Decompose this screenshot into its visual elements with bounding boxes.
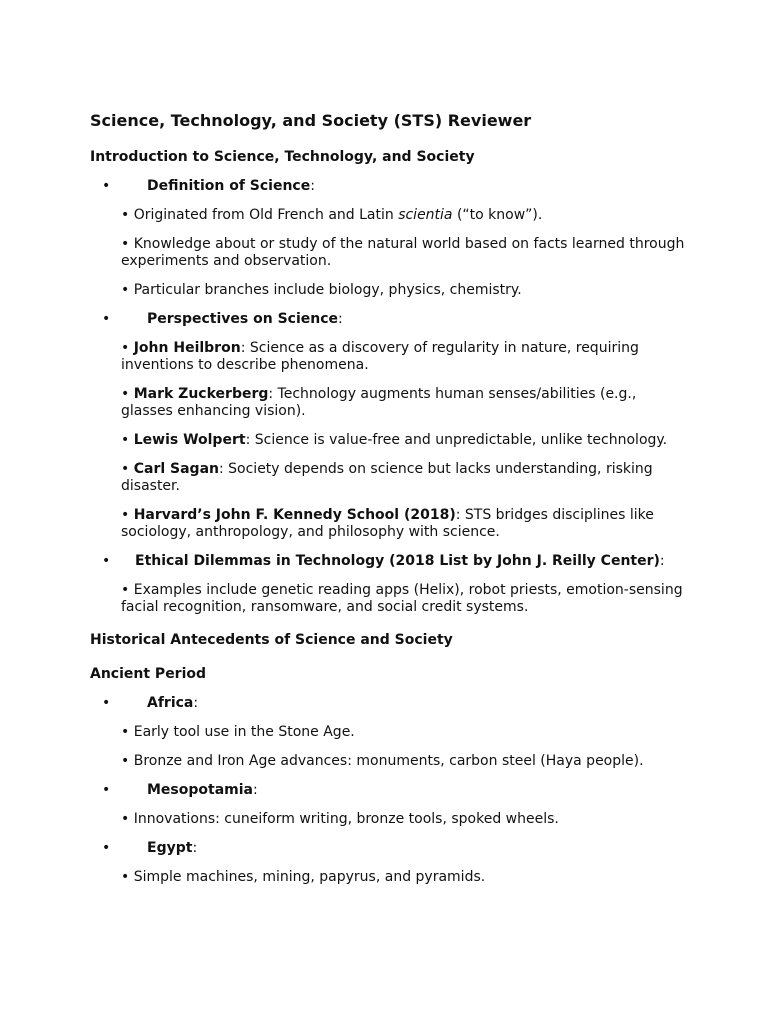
sub-bullet-dot: •	[121, 282, 134, 298]
sub-bullet-dot: •	[121, 236, 134, 252]
sub-bullet-dot: •	[121, 753, 134, 769]
list-item-text: : Technology augments human senses/abilities (e.g., glasses enhancing vision).	[121, 386, 637, 419]
person-name: Harvard’s John F. Kennedy School (2018)	[133, 507, 456, 523]
list-item-text: : Science is value-free and unpredictable, unlike technology.	[245, 432, 668, 448]
list-item	[121, 432, 690, 449]
list-item	[121, 753, 690, 770]
bullet-dot: •	[102, 178, 111, 194]
bullet-label: Egypt	[147, 840, 193, 856]
list-item-text: : Science as a discovery of regularity in nature, requiring inventions to describe phenomena.	[121, 340, 639, 373]
person-name: John Heilbron	[133, 340, 241, 356]
list-item	[121, 869, 690, 886]
bullet-suffix: :	[253, 782, 258, 798]
sub-bullet-dot: •	[121, 724, 134, 740]
list-item-text: : STS bridges disciplines like sociology, anthropology, and philosophy with science.	[121, 507, 654, 540]
bullet-egypt	[102, 840, 690, 857]
bullet-suffix: :	[659, 553, 665, 569]
document-title: Science, Technology, and Society (STS) Reviewer	[90, 111, 532, 130]
list-item	[121, 811, 690, 828]
ancient-period-heading: Ancient Period	[90, 666, 207, 682]
sub-bullet-dot: •	[121, 507, 134, 523]
bullet-suffix: :	[338, 311, 343, 327]
list-item	[121, 461, 690, 495]
bullet-africa	[102, 695, 690, 712]
bullet-suffix: :	[310, 178, 315, 194]
list-item-text: Innovations: cuneiform writing, bronze tools, spoked wheels.	[133, 811, 559, 827]
person-name: Mark Zuckerberg	[133, 386, 269, 402]
intro-heading: Introduction to Science, Technology, and Society	[90, 149, 475, 165]
bullet-ethical-dilemmas: • Ethical Dilemmas in Technology (2018 List by John J. Reilly Center):	[102, 553, 665, 569]
list-item	[121, 282, 690, 299]
list-item-text: (“to know”).	[452, 207, 543, 223]
list-item	[121, 236, 690, 270]
document-page	[90, 111, 690, 898]
list-item-text: Particular branches include biology, physics, chemistry.	[133, 282, 522, 298]
bullet-suffix: :	[192, 840, 198, 856]
list-item-text: Simple machines, mining, papyrus, and pyramids.	[133, 869, 486, 885]
historical-heading: Historical Antecedents of Science and Society	[90, 632, 453, 648]
list-item-text: : Society depends on science but lacks understanding, risking disaster.	[121, 461, 653, 494]
bullet-dot: •	[102, 782, 111, 798]
bullet-label: Mesopotamia	[147, 782, 253, 798]
bullet-dot: •	[102, 311, 111, 327]
list-item	[121, 340, 690, 374]
sub-bullet-dot: •	[121, 811, 134, 827]
sub-bullet-dot: •	[121, 582, 134, 598]
bullet-label: Ethical Dilemmas in Technology (2018 List by John J. Reilly Center)	[135, 553, 660, 569]
person-name: Lewis Wolpert	[133, 432, 246, 448]
list-item-text: Early tool use in the Stone Age.	[133, 724, 355, 740]
bullet-label: Africa	[147, 695, 194, 711]
list-item-italic: scientia	[398, 207, 453, 223]
list-item	[121, 507, 690, 541]
sub-bullet-dot: •	[121, 869, 134, 885]
person-name: Carl Sagan	[133, 461, 219, 477]
bullet-definition-of-science	[102, 178, 690, 195]
sub-bullet-dot: •	[121, 207, 134, 223]
list-item-text: Bronze and Iron Age advances: monuments, carbon steel (Haya people).	[133, 753, 644, 769]
list-item-text: Examples include genetic reading apps (Helix), robot priests, emotion-sensing facial recognition, ransomware, and social credit systems.	[121, 582, 683, 615]
list-item	[121, 386, 690, 420]
bullet-dot: •	[102, 695, 111, 711]
bullet-dot: •	[102, 840, 111, 856]
sub-bullet-dot: •	[121, 386, 134, 402]
bullet-perspectives-on-science	[102, 311, 690, 328]
list-item-text: Knowledge about or study of the natural world based on facts learned through experiments and observation.	[121, 236, 685, 269]
bullet-suffix: :	[193, 695, 199, 711]
sub-bullet-dot: •	[121, 340, 134, 356]
bullet-mesopotamia	[102, 782, 690, 799]
list-item	[121, 582, 690, 616]
sub-bullet-dot: •	[121, 432, 134, 448]
sub-bullet-dot: •	[121, 461, 134, 477]
bullet-label: Definition of Science	[147, 178, 311, 194]
list-item	[121, 207, 690, 224]
bullet-label: Perspectives on Science	[147, 311, 339, 327]
list-item-text: Originated from Old French and Latin	[133, 207, 399, 223]
list-item	[121, 724, 690, 741]
